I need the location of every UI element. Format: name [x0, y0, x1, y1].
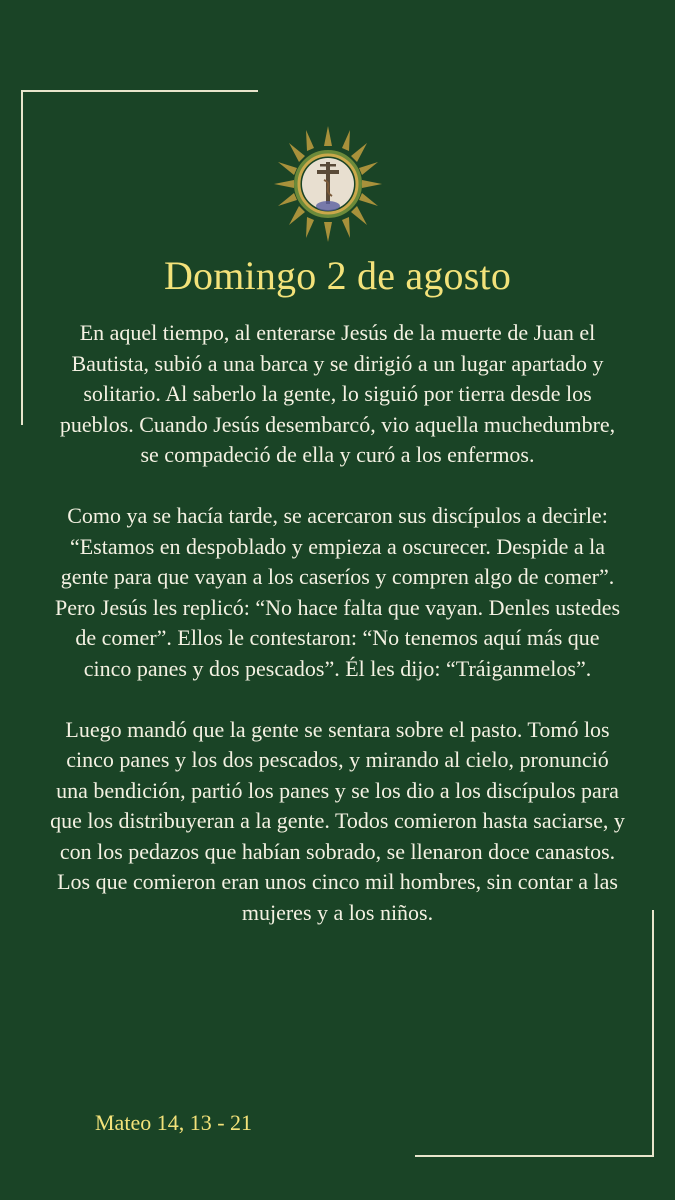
sacred-heart-cross-emblem-icon	[272, 124, 384, 244]
frame-corner-right-line	[652, 910, 654, 1156]
scripture-citation: Mateo 14, 13 - 21	[95, 1110, 253, 1135]
reading-paragraph: En aquel tiempo, al enterarse Jesús de la muerte de Juan el Bautista, subió a una barca y se dirigió a un lugar apartado y solitario. Al saberlo la gente, lo siguió por tierra desde los pueblos. Cuando Jesús desembarcó, vio aquella muchedumbre, se compadeció de ella y curó a los enfermos.	[59, 320, 616, 467]
frame-corner-top-line	[21, 90, 258, 92]
reading-paragraph: Luego mandó que la gente se sentara sobre el pasto. Tomó los cinco panes y los dos pescados, y mirando al cielo, pronunció una bendición, partió los panes y se los dio a los discípulos para que los distribuyeran a la gente. Todos comieron hasta saciarse, y con los pedazos que habían sobrado, se llenaron doce canastos. Los que comieron eran unos cinco mil hombres, sin contar a las mujeres y a los niños.	[50, 716, 625, 925]
gospel-reading	[50, 318, 625, 928]
reading-paragraph: Como ya se hacía tarde, se acercaron sus discípulos a decirle: “Estamos en despoblado y empieza a oscurecer. Despide a la gente para que vayan a los caseríos y compren algo de comer”. Pero Jesús les replicó: “No hace falta que vayan. Denles ustedes de comer”. Ellos le contestaron: “No tenemos aquí más que cinco panes y dos pescados”. Él les dijo: “Tráiganmelos”.	[54, 503, 621, 681]
page-title: Domingo 2 de agosto	[163, 253, 512, 298]
frame-corner-bottom-line	[415, 1155, 654, 1157]
